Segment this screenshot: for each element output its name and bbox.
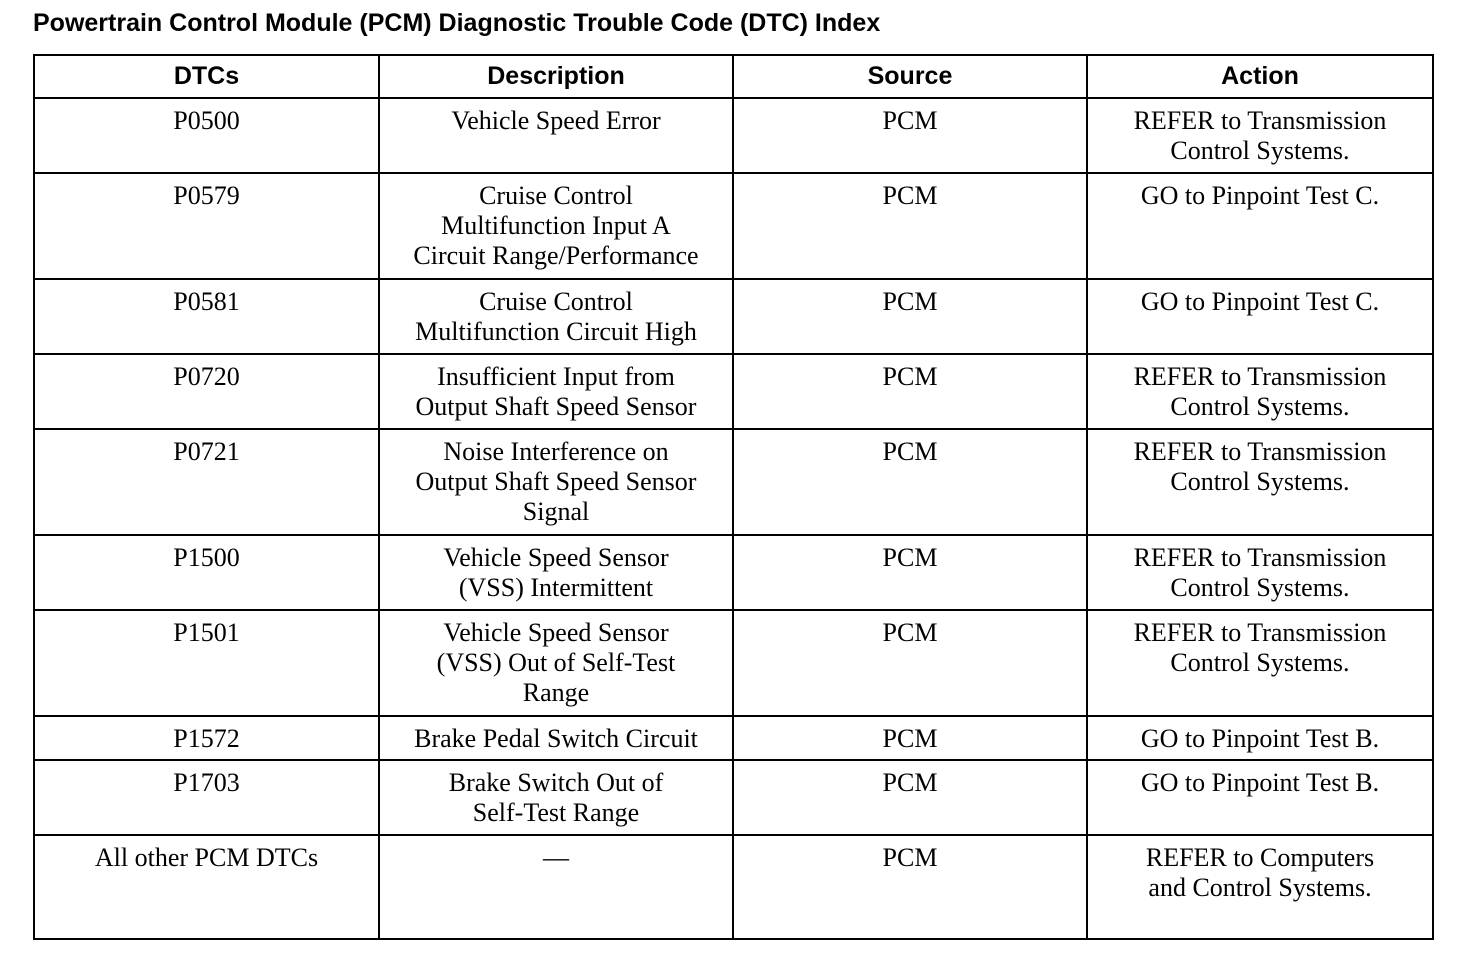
table-row: [34, 173, 1433, 279]
action-text: GO to Pinpoint Test B.: [1140, 768, 1380, 797]
action-cell: [1087, 610, 1433, 716]
action-text: REFER to Transmission Control Systems.: [1133, 437, 1387, 497]
description-text: Brake Switch Out of Self-Test Range: [448, 768, 664, 828]
source-cell: PCM: [733, 173, 1087, 279]
action-cell: [1087, 98, 1433, 173]
description-text: Vehicle Speed Sensor (VSS) Out of Self-Test Range: [436, 618, 676, 708]
action-cell: [1087, 760, 1433, 835]
description-text: Vehicle Speed Sensor (VSS) Intermittent: [443, 543, 669, 603]
dtc-cell: P0500: [34, 98, 379, 173]
dtc-cell: P1572: [34, 716, 379, 760]
action-text: REFER to Computers and Control Systems.: [1145, 843, 1375, 903]
dtc-cell: P0579: [34, 173, 379, 279]
source-cell: PCM: [733, 610, 1087, 716]
dtc-index-table: [33, 54, 1434, 940]
description-text: Brake Pedal Switch Circuit: [414, 724, 698, 753]
source-cell: PCM: [733, 429, 1087, 535]
dtc-cell: P0721: [34, 429, 379, 535]
description-text: Insufficient Input from Output Shaft Speed Sensor: [415, 362, 697, 422]
page-title: Powertrain Control Module (PCM) Diagnostic Trouble Code (DTC) Index: [33, 9, 881, 37]
table-row: [34, 354, 1433, 429]
description-text: —: [543, 843, 569, 872]
dtc-cell: P0720: [34, 354, 379, 429]
description-cell: [379, 98, 733, 173]
table-row: [34, 98, 1433, 173]
description-cell: [379, 173, 733, 279]
action-text: GO to Pinpoint Test C.: [1140, 287, 1380, 316]
action-cell: [1087, 173, 1433, 279]
description-cell: [379, 354, 733, 429]
table-row: [34, 429, 1433, 535]
dtc-cell: P1500: [34, 535, 379, 610]
description-text: Cruise Control Multifunction Circuit High: [415, 287, 697, 347]
dtc-cell: P1703: [34, 760, 379, 835]
description-cell: [379, 835, 733, 939]
action-text: GO to Pinpoint Test C.: [1140, 181, 1380, 210]
source-cell: PCM: [733, 279, 1087, 354]
dtc-cell: All other PCM DTCs: [34, 835, 379, 939]
action-cell: [1087, 535, 1433, 610]
action-cell: [1087, 279, 1433, 354]
action-text: REFER to Transmission Control Systems.: [1133, 106, 1387, 166]
description-text: Noise Interference on Output Shaft Speed Sensor Signal: [415, 437, 697, 527]
table-row: [34, 279, 1433, 354]
dtc-cell: P1501: [34, 610, 379, 716]
action-text: REFER to Transmission Control Systems.: [1133, 618, 1387, 678]
table-header-row: [34, 55, 1433, 98]
column-header-action: Action: [1087, 55, 1433, 98]
action-cell: [1087, 354, 1433, 429]
table-row: [34, 760, 1433, 835]
table-row: [34, 535, 1433, 610]
description-cell: [379, 429, 733, 535]
source-cell: PCM: [733, 98, 1087, 173]
source-cell: PCM: [733, 835, 1087, 939]
table-row: [34, 610, 1433, 716]
action-text: GO to Pinpoint Test B.: [1140, 724, 1380, 753]
description-cell: [379, 535, 733, 610]
description-cell: [379, 716, 733, 760]
table-row: [34, 835, 1433, 939]
description-text: Cruise Control Multifunction Input A Circuit Range/Performance: [413, 181, 699, 271]
column-header-description: Description: [379, 55, 733, 98]
action-cell: [1087, 429, 1433, 535]
description-cell: [379, 610, 733, 716]
description-cell: [379, 760, 733, 835]
column-header-source: Source: [733, 55, 1087, 98]
source-cell: PCM: [733, 535, 1087, 610]
action-text: REFER to Transmission Control Systems.: [1133, 362, 1387, 422]
column-header-dtcs: DTCs: [34, 55, 379, 98]
action-text: REFER to Transmission Control Systems.: [1133, 543, 1387, 603]
description-cell: [379, 279, 733, 354]
source-cell: PCM: [733, 716, 1087, 760]
source-cell: PCM: [733, 354, 1087, 429]
dtc-cell: P0581: [34, 279, 379, 354]
action-cell: [1087, 716, 1433, 760]
description-text: Vehicle Speed Error: [451, 106, 661, 135]
action-cell: [1087, 835, 1433, 939]
source-cell: PCM: [733, 760, 1087, 835]
table-row: [34, 716, 1433, 760]
